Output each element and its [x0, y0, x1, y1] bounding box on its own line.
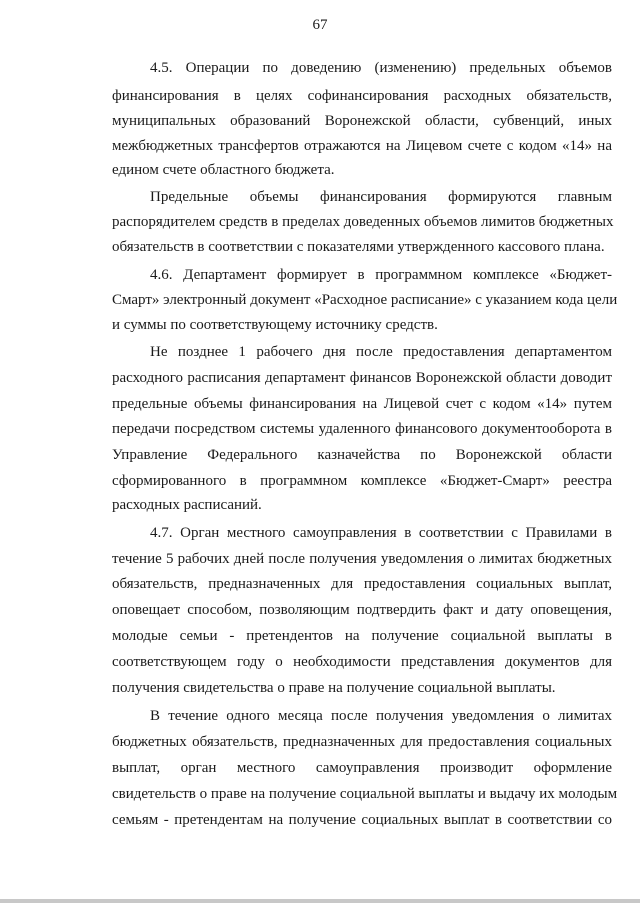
- text-line: молодые семьи - претендентов на получение социальной выплаты в: [112, 628, 612, 644]
- page-bottom-edge: [0, 899, 640, 903]
- text-line: 4.6. Департамент формирует в программном комплексе «Бюджет-: [150, 267, 612, 283]
- text-line: и суммы по соответствующему источнику средств.: [112, 317, 438, 333]
- text-line: обязательств, предназначенных для предоставления социальных выплат,: [112, 576, 612, 592]
- text-line: бюджетных обязательств, предназначенных для предоставления социальных: [112, 734, 612, 750]
- text-line: едином счете областного бюджета.: [112, 162, 335, 178]
- text-line: В течение одного месяца после получения уведомления о лимитах: [150, 708, 612, 724]
- text-line: получения свидетельства о праве на получение социальной выплаты.: [112, 680, 556, 696]
- text-line: расходного расписания департамент финансов Воронежской области доводит: [112, 370, 612, 386]
- text-line: выплат, орган местного самоуправления производит оформление: [112, 760, 612, 776]
- text-line: соответствующем году о необходимости представления документов для: [112, 654, 612, 670]
- text-line: расходных расписаний.: [112, 497, 262, 513]
- text-line: 4.7. Орган местного самоуправления в соответствии с Правилами в: [150, 525, 612, 541]
- text-line: сформированного в программном комплексе «Бюджет-Смарт» реестра: [112, 473, 612, 489]
- text-line: предельные объемы финансирования на Лицевой счет с кодом «14» путем: [112, 396, 612, 412]
- text-line: финансирования в целях софинансирования расходных обязательств,: [112, 88, 612, 104]
- text-line: свидетельств о праве на получение социальной выплаты и выдачу их молодым: [112, 786, 618, 802]
- page-number: 67: [312, 17, 328, 33]
- text-line: распорядителем средств в пределах доведенных объемов лимитов бюджетных: [112, 214, 614, 230]
- text-line: межбюджетных трансфертов отражаются на Лицевом счете с кодом «14» на: [112, 138, 612, 154]
- text-line: оповещает способом, позволяющим подтвердить факт и дату оповещения,: [112, 602, 612, 618]
- text-line: обязательств в соответствии с показателями утвержденного кассового плана.: [112, 239, 605, 255]
- text-line: течение 5 рабочих дней после получения уведомления о лимитах бюджетных: [112, 551, 612, 567]
- text-line: Смарт» электронный документ «Расходное расписание» с указанием кода цели: [112, 292, 618, 308]
- text-line: Предельные объемы финансирования формируются главным: [150, 189, 612, 205]
- text-line: семьям - претендентам на получение социальных выплат в соответствии со: [112, 812, 612, 828]
- text-line: Не позднее 1 рабочего дня после предоставления департаментом: [150, 344, 612, 360]
- text-line: 4.5. Операции по доведению (изменению) предельных объемов: [150, 60, 612, 76]
- text-line: Управление Федерального казначейства по Воронежской области: [112, 447, 612, 463]
- text-line: муниципальных образований Воронежской области, субвенций, иных: [112, 113, 612, 129]
- text-line: передачи посредством системы удаленного финансового документооборота в: [112, 421, 612, 437]
